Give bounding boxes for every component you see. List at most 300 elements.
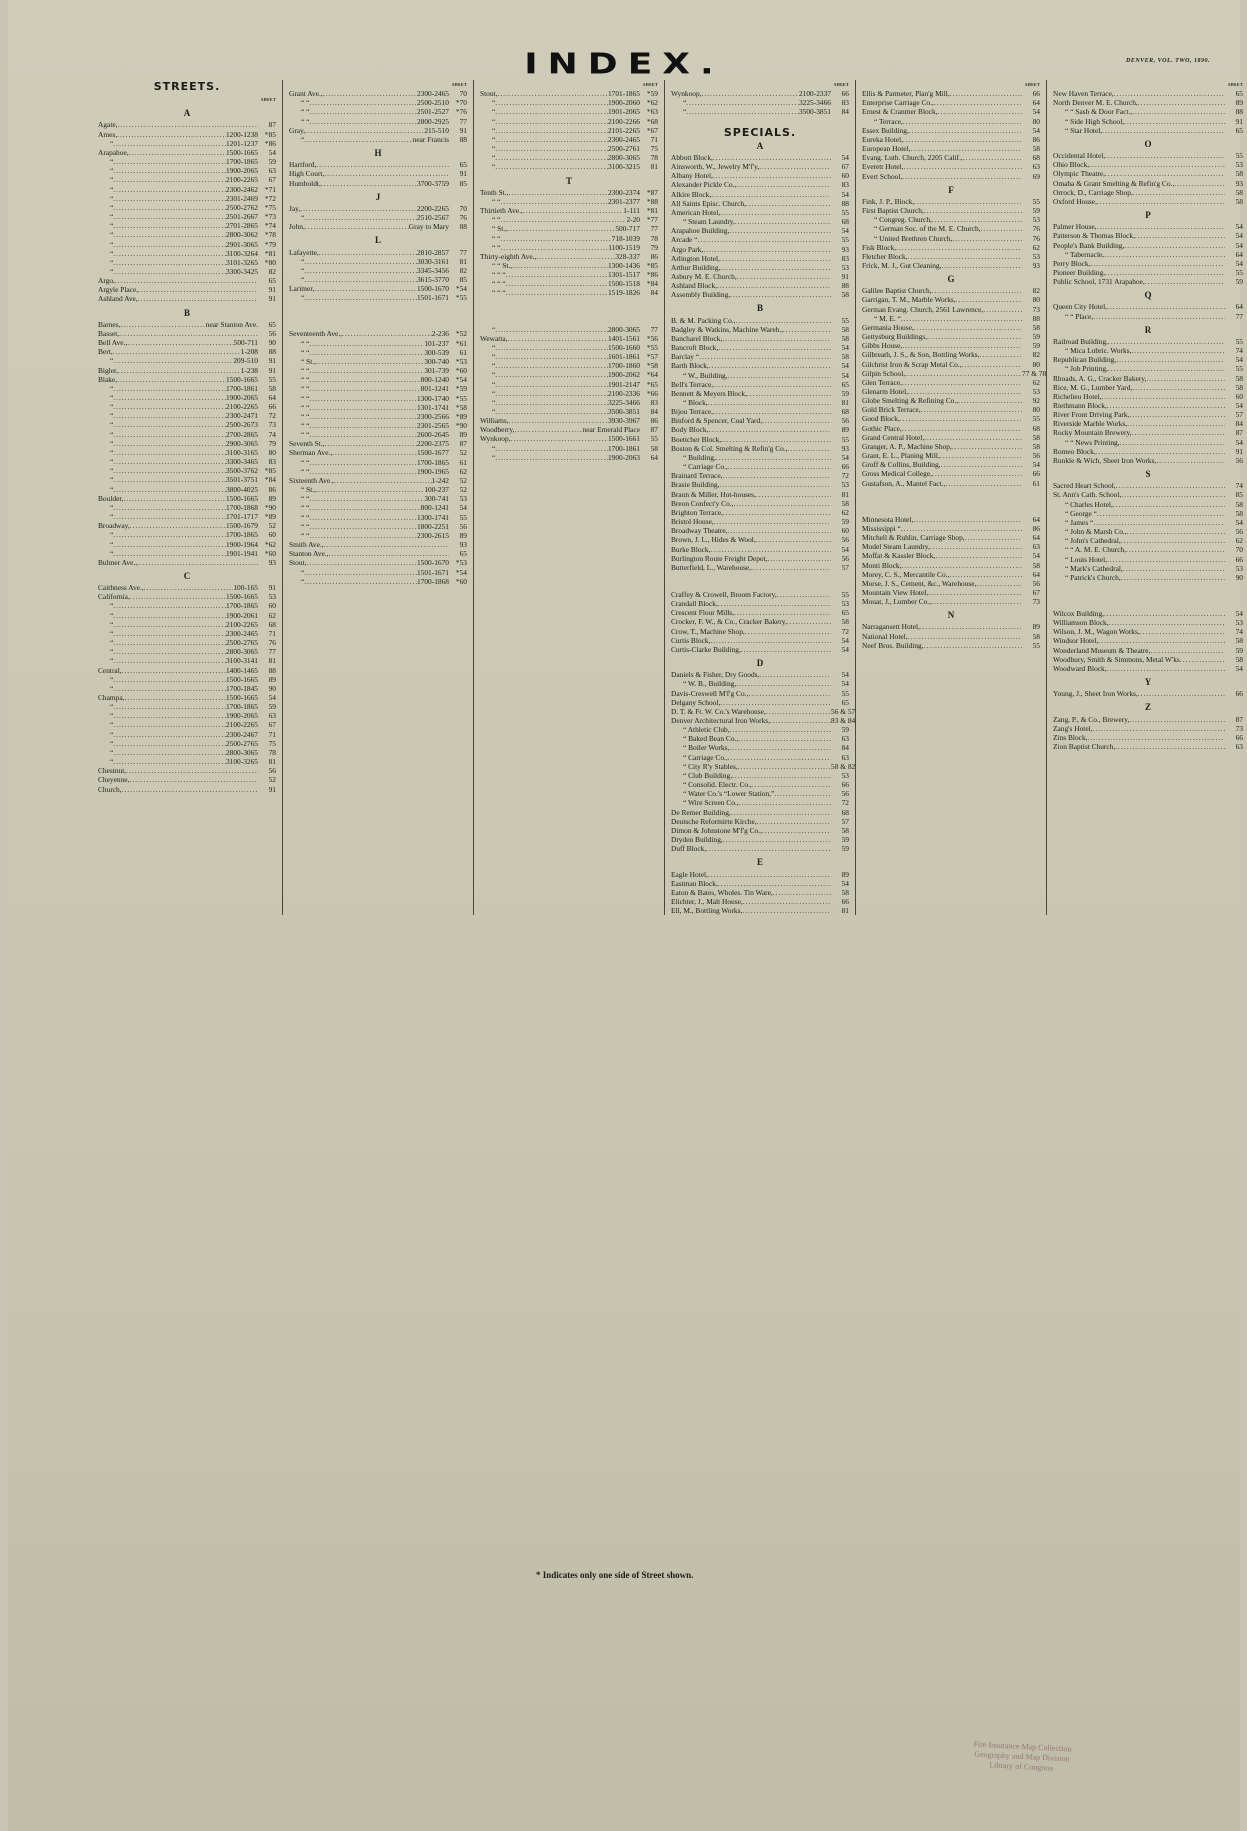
index-entry: [862, 570, 1040, 579]
entry-name: Everett Hotel,: [862, 162, 904, 172]
index-entry: [671, 798, 849, 807]
street-range: 3101-3265: [225, 257, 258, 267]
sheet-number: 87: [1235, 714, 1243, 724]
entry-name: “ Boiler Works,: [683, 743, 730, 753]
gap: [862, 497, 1040, 506]
entry-name: “ “: [492, 215, 501, 225]
index-entry: [98, 276, 276, 285]
entry-name: Asbury M. E. Church,: [671, 271, 737, 281]
street-range: 1500-1660: [607, 342, 640, 352]
leader-dots: [920, 622, 1022, 631]
sheet-number: *67: [646, 125, 658, 135]
leader-dots: [117, 375, 226, 384]
entry-name: Mountain View Hotel,: [862, 587, 929, 597]
entry-name: European Hotel,: [862, 144, 911, 154]
sheet-number: 85: [1235, 490, 1243, 500]
entry-name: “: [110, 383, 114, 393]
index-entry: [98, 702, 276, 711]
leader-dots: [495, 98, 608, 107]
index-entry: [289, 513, 467, 522]
index-entry: [98, 503, 276, 512]
entry-name: “: [301, 293, 305, 303]
footnote: * Indicates only one side of Street shown.: [536, 1570, 694, 1580]
entry-name: Brasie Building,: [671, 480, 720, 490]
sheet-number: 58: [841, 290, 849, 300]
entry-name: Brown, J. L., Hides & Wool,: [671, 535, 756, 545]
street-range: 2500-2510: [416, 98, 449, 108]
entry-name: Ashland Block,: [671, 281, 717, 291]
leader-dots: [983, 305, 1022, 314]
entry-name: “: [301, 213, 305, 223]
entry-name: Occidental Hotel,: [1053, 151, 1106, 161]
leader-dots: [1127, 527, 1225, 536]
index-entry: [1053, 536, 1243, 545]
index-entry: [862, 286, 1040, 295]
index-entry: [98, 120, 276, 129]
letter-heading: Y: [1144, 677, 1152, 688]
sheet-number: *89: [264, 512, 276, 522]
street-range: 1300-1740: [416, 393, 449, 403]
sheet-number: 53: [1235, 618, 1243, 628]
index-entry: [671, 361, 849, 370]
sheet-number: 54: [1032, 460, 1040, 470]
leader-dots: [1093, 312, 1225, 321]
entry-name: “: [110, 475, 114, 485]
index-entry: [98, 267, 276, 276]
index-entry: [862, 314, 1040, 323]
index-entry: [289, 204, 467, 213]
sheet-number: 66: [841, 896, 849, 906]
sheet-number: 77: [1235, 311, 1243, 321]
street-range: 801-1241: [420, 384, 449, 394]
sheet-number: 62: [1032, 377, 1040, 387]
entry-name: Garrigan, T. M., Marble Works,: [862, 295, 956, 305]
index-entry: [98, 475, 276, 484]
street-range: 215-510: [424, 125, 449, 135]
sheet-number: 58: [1235, 196, 1243, 206]
entry-name: Minnesota Hotel,: [862, 514, 914, 524]
sheet-number: 69: [1032, 171, 1040, 181]
entry-name: “ Athletic Club,: [683, 725, 730, 735]
entry-name: “: [110, 420, 114, 430]
leader-dots: [1138, 689, 1225, 698]
entry-name: “ Baked Bean Co.,: [683, 734, 739, 744]
index-entry: [98, 675, 276, 684]
gap: [671, 581, 849, 590]
sheet-number: *72: [264, 193, 276, 203]
sheet-number: 89: [459, 530, 467, 540]
entry-name: “ “: [301, 512, 310, 522]
sheet-number: *58: [455, 402, 467, 412]
leader-dots: [1113, 500, 1225, 509]
sheet-number: 54: [1235, 231, 1243, 241]
leader-dots: [324, 169, 449, 178]
leader-dots: [737, 272, 831, 281]
sheet-number: 91: [459, 125, 467, 135]
entry-name: “ George “: [1065, 508, 1097, 518]
leader-dots: [113, 647, 226, 656]
sheet-number: *85: [264, 129, 276, 139]
entry-name: John,: [289, 222, 305, 232]
entry-name: Assembly Building,: [671, 290, 731, 300]
entry-name: Eastman Block,: [671, 878, 718, 888]
index-entry: [98, 457, 276, 466]
leader-dots: [932, 469, 1022, 478]
entry-name: “: [110, 539, 114, 549]
leader-dots: [777, 590, 831, 599]
index-entry: [1053, 364, 1243, 373]
sheet-number: 76: [459, 213, 467, 223]
entry-name: Zang, P., & Co., Brewery,: [1053, 714, 1130, 724]
sheet-number: *54: [455, 375, 467, 385]
index-entry: [480, 117, 658, 126]
index-entry: [671, 245, 849, 254]
index-entry: [98, 411, 276, 420]
entry-name: “: [492, 324, 496, 334]
index-entry: [98, 230, 276, 239]
entry-name: “ “: [301, 98, 310, 108]
leader-dots: [509, 416, 608, 425]
index-entry: [671, 761, 856, 771]
entry-name: Orrock, D., Carriage Shop,: [1053, 187, 1133, 197]
index-entry: [1053, 689, 1243, 698]
entry-name: “: [110, 757, 114, 767]
street-range: 3500-3851: [798, 107, 831, 117]
index-entry: [1053, 555, 1243, 564]
sheet-number: 58: [1235, 499, 1243, 509]
sheet-number: *77: [646, 215, 658, 225]
leader-dots: [495, 352, 608, 361]
sheet-number: 79: [268, 438, 276, 448]
index-entry: [1053, 564, 1243, 573]
sheet-number: 54: [1235, 401, 1243, 410]
index-entry: [671, 535, 849, 544]
leader-dots: [113, 611, 226, 620]
street-range: 2901-3065: [225, 239, 258, 249]
street-range: near Stanton Ave.: [205, 319, 258, 329]
entry-name: Binford & Spencer, Coal Yard,: [671, 416, 763, 426]
street-range: 1301-1741: [416, 402, 449, 412]
entry-name: “: [492, 443, 496, 453]
sheet-number: *60: [455, 366, 467, 376]
index-entry: [480, 361, 658, 370]
index-entry: [98, 512, 276, 521]
leader-dots: [962, 360, 1022, 369]
entry-name: “: [110, 248, 114, 258]
entry-name: Zins Block,: [1053, 732, 1088, 742]
entry-name: “: [110, 638, 114, 648]
leader-dots: [113, 748, 226, 757]
sheet-number: 58: [1235, 169, 1243, 179]
entry-name: Larimer,: [289, 284, 315, 294]
leader-dots: [1104, 609, 1225, 618]
street-range: 100-165: [233, 583, 258, 593]
entry-name: “: [301, 274, 305, 284]
sheet-number: *59: [455, 384, 467, 394]
sheet-number: 62: [1235, 536, 1243, 546]
entry-name: Denver Architectural Iron Works,: [671, 716, 771, 725]
leader-dots: [115, 276, 258, 285]
leader-dots: [129, 148, 226, 157]
entry-name: Daniels & Fisher, Dry Goods,: [671, 670, 760, 680]
entry-name: Hartford,: [289, 160, 317, 170]
entry-name: “: [110, 747, 114, 757]
sheet-number: 54: [1235, 222, 1243, 232]
entry-name: Groff & Collins, Building,: [862, 460, 941, 470]
sheet-number: 52: [268, 775, 276, 785]
leader-dots: [113, 420, 226, 429]
sheet-number: 93: [268, 557, 276, 567]
index-entry: [671, 352, 849, 361]
entry-name: Fisk Block,: [862, 242, 897, 252]
leader-dots: [511, 434, 608, 443]
leader-dots: [738, 762, 831, 771]
entry-name: “ “: [301, 393, 310, 403]
index-entry: [862, 414, 1040, 423]
sheet-number: 60: [268, 601, 276, 611]
leader-dots: [958, 396, 1022, 405]
index-entry: [98, 693, 276, 702]
index-entry: [671, 698, 849, 707]
index-entry: [1053, 655, 1243, 664]
entry-name: Brainard Terrace,: [671, 471, 723, 481]
entry-name: Perry Block,: [1053, 258, 1091, 268]
leader-dots: [138, 285, 258, 294]
entry-name: Eaton & Bates, Wholes. Tin Ware,: [671, 887, 773, 897]
leader-dots: [924, 206, 1022, 215]
index-entry: [671, 462, 849, 471]
index-entry: [671, 499, 849, 508]
entry-name: “: [110, 221, 114, 231]
entry-name: Arlington Hotel,: [671, 253, 720, 263]
leader-dots: [113, 430, 226, 439]
entry-name: Argo Park,: [671, 244, 704, 254]
index-entry: [1053, 355, 1243, 364]
index-entry: [1053, 419, 1243, 428]
leader-dots: [1116, 355, 1225, 364]
index-entry: [480, 425, 658, 434]
entry-name: “: [110, 711, 114, 721]
index-entry: [98, 430, 276, 439]
index-entry: [480, 444, 658, 453]
entry-name: Woodbury, Smith & Simmons, Metal W'ks: [1053, 654, 1180, 664]
entry-name: Champa,: [98, 693, 125, 702]
entry-name: Windsor Hotel,: [1053, 636, 1099, 646]
leader-dots: [1107, 664, 1225, 673]
leader-dots: [304, 577, 417, 586]
entry-name: “ Wire Screen Co.,: [683, 798, 739, 808]
leader-dots: [495, 126, 608, 135]
index-entry: [1053, 545, 1243, 554]
leader-dots: [730, 725, 831, 734]
leader-dots: [699, 352, 831, 361]
entry-name: “: [301, 134, 305, 144]
index-entry: [98, 139, 276, 148]
sheet-number: *90: [455, 421, 467, 430]
leader-dots: [716, 453, 831, 462]
index-entry: [671, 508, 849, 517]
leader-dots: [686, 107, 799, 116]
index-entry: [1053, 179, 1243, 188]
sheet-number: *81: [264, 248, 276, 258]
entry-name: New Haven Terrace,: [1053, 89, 1114, 99]
index-entry: [289, 430, 467, 439]
index-entry: [862, 424, 1040, 433]
entry-name: Evert School,: [862, 171, 903, 181]
sheet-number: 58: [1032, 560, 1040, 570]
index-entry: [289, 98, 467, 107]
index-entry: [480, 135, 658, 144]
index-entry: [480, 89, 658, 98]
sheet-number: 76: [1032, 233, 1040, 243]
index-entry: [671, 526, 849, 535]
sheet-number: 86: [1032, 134, 1040, 144]
leader-dots: [309, 403, 417, 412]
index-entry: [862, 405, 1040, 414]
leader-dots: [1145, 277, 1225, 286]
index-entry: [671, 771, 849, 780]
letter-heading: H: [374, 148, 382, 159]
sheet-number: 87: [459, 439, 467, 449]
entry-name: Grand Central Hotel,: [862, 432, 925, 442]
index-entry: [862, 117, 1040, 126]
street-range: 209-510: [233, 356, 258, 366]
index-entry: [1053, 490, 1243, 499]
sheet-number: 59: [1235, 645, 1243, 655]
index-entry: [862, 597, 1040, 606]
entry-name: Crescent Flour Mills,: [671, 608, 735, 618]
street-range: 1700-1865: [416, 457, 449, 467]
leader-dots: [113, 157, 226, 166]
gap: [862, 506, 1040, 515]
entry-name: “: [110, 230, 114, 240]
leader-dots: [787, 617, 831, 626]
leader-dots: [506, 270, 608, 279]
index-entry: [480, 153, 658, 162]
leader-dots: [901, 561, 1022, 570]
street-range: 3225-3466: [798, 98, 831, 108]
entry-name: Basset,: [98, 328, 120, 338]
sheet-number: 54: [1235, 663, 1243, 673]
leader-dots: [300, 204, 417, 213]
entry-name: Boulder,: [98, 493, 124, 503]
entry-name: “: [110, 266, 114, 276]
entry-name: Bristol House,: [671, 517, 714, 527]
sheet-number: *87: [646, 187, 658, 197]
leader-dots: [342, 329, 432, 338]
sheet-number: 58: [1235, 636, 1243, 646]
index-entry: [1053, 312, 1243, 321]
leader-dots: [735, 316, 831, 325]
index-entry: [862, 234, 1040, 243]
sheet-number: 66: [1235, 554, 1243, 564]
sheet-number: 74: [268, 429, 276, 439]
sheet-number: 54: [841, 544, 849, 554]
sheet-number: 58: [1032, 432, 1040, 442]
letter-heading: P: [1145, 210, 1151, 221]
leader-dots: [113, 485, 226, 494]
entry-name: Chestnut,: [98, 766, 127, 776]
index-entry: [671, 389, 849, 398]
entry-name: Sixteenth Ave.,: [289, 475, 334, 485]
entry-name: Neef Bros. Building,: [862, 640, 924, 650]
entry-name: Boettcher Block,: [671, 434, 722, 444]
entry-name: “: [110, 356, 114, 366]
entry-name: Gilchrist Iron & Scrap Metal Co.,: [862, 359, 962, 369]
sheet-number: 54: [1235, 240, 1243, 250]
street-range: 1701-1865: [607, 89, 640, 99]
index-entry: [862, 215, 1040, 224]
leader-dots: [495, 343, 608, 352]
street-range: 2300-2471: [225, 411, 258, 421]
specials-column-3: [1047, 80, 1247, 915]
leader-dots: [702, 89, 799, 98]
leader-dots: [127, 338, 233, 347]
leader-dots: [508, 188, 608, 197]
sheet-number: 61: [459, 457, 467, 467]
street-range: 3100-3264: [225, 248, 258, 258]
leader-dots: [930, 542, 1022, 551]
index-entry: [98, 540, 276, 549]
index-entry: [289, 375, 467, 384]
street-range: 1700-1865: [225, 601, 258, 611]
street-range: 3100-3165: [225, 447, 258, 457]
index-entry: [671, 180, 849, 189]
leader-dots: [309, 494, 424, 503]
letter-heading: O: [1144, 138, 1152, 149]
sheet-number: 52: [268, 521, 276, 531]
index-entry: [671, 490, 849, 499]
leader-dots: [1089, 160, 1225, 169]
street-range: 1701-1717: [225, 512, 258, 522]
leader-dots: [309, 513, 417, 522]
leader-dots: [304, 135, 412, 144]
leader-dots: [113, 267, 226, 276]
index-entry: [671, 281, 849, 290]
sheet-number: 55: [841, 315, 849, 325]
streets-column-2: [283, 80, 474, 915]
index-entry: [98, 240, 276, 249]
entry-name: Gilpin School,: [862, 368, 906, 378]
leader-dots: [113, 457, 226, 466]
entry-name: “ Building,: [683, 452, 716, 462]
sheet-number: 89: [459, 430, 467, 440]
sheet-number: 56: [841, 553, 849, 563]
leader-dots: [113, 503, 226, 512]
letter-heading: J: [375, 191, 381, 202]
leader-dots: [909, 126, 1022, 135]
sheet-number: 66: [1032, 89, 1040, 99]
sheet-number: 93: [1235, 178, 1243, 188]
leader-dots: [1107, 302, 1225, 311]
sheet-number: 56: [1235, 455, 1243, 465]
street-range: 718-1039: [611, 233, 640, 243]
sheet-number: 83: [841, 180, 849, 190]
index-entry: [671, 590, 849, 599]
index-entry: [671, 545, 849, 554]
sheet-number: 89: [841, 425, 849, 435]
index-entry: [98, 249, 276, 258]
leader-dots: [739, 798, 831, 807]
entry-name: “ “: [301, 530, 310, 540]
index-entry: [98, 592, 276, 601]
entry-name: “: [492, 98, 496, 108]
entry-name: Riverside Marble Works,: [1053, 419, 1128, 429]
entry-name: Mitchell & Ruhlin, Carriage Shop,: [862, 533, 965, 543]
gap: [862, 488, 1040, 497]
leader-dots: [497, 89, 608, 98]
index-entry: [1053, 241, 1243, 250]
